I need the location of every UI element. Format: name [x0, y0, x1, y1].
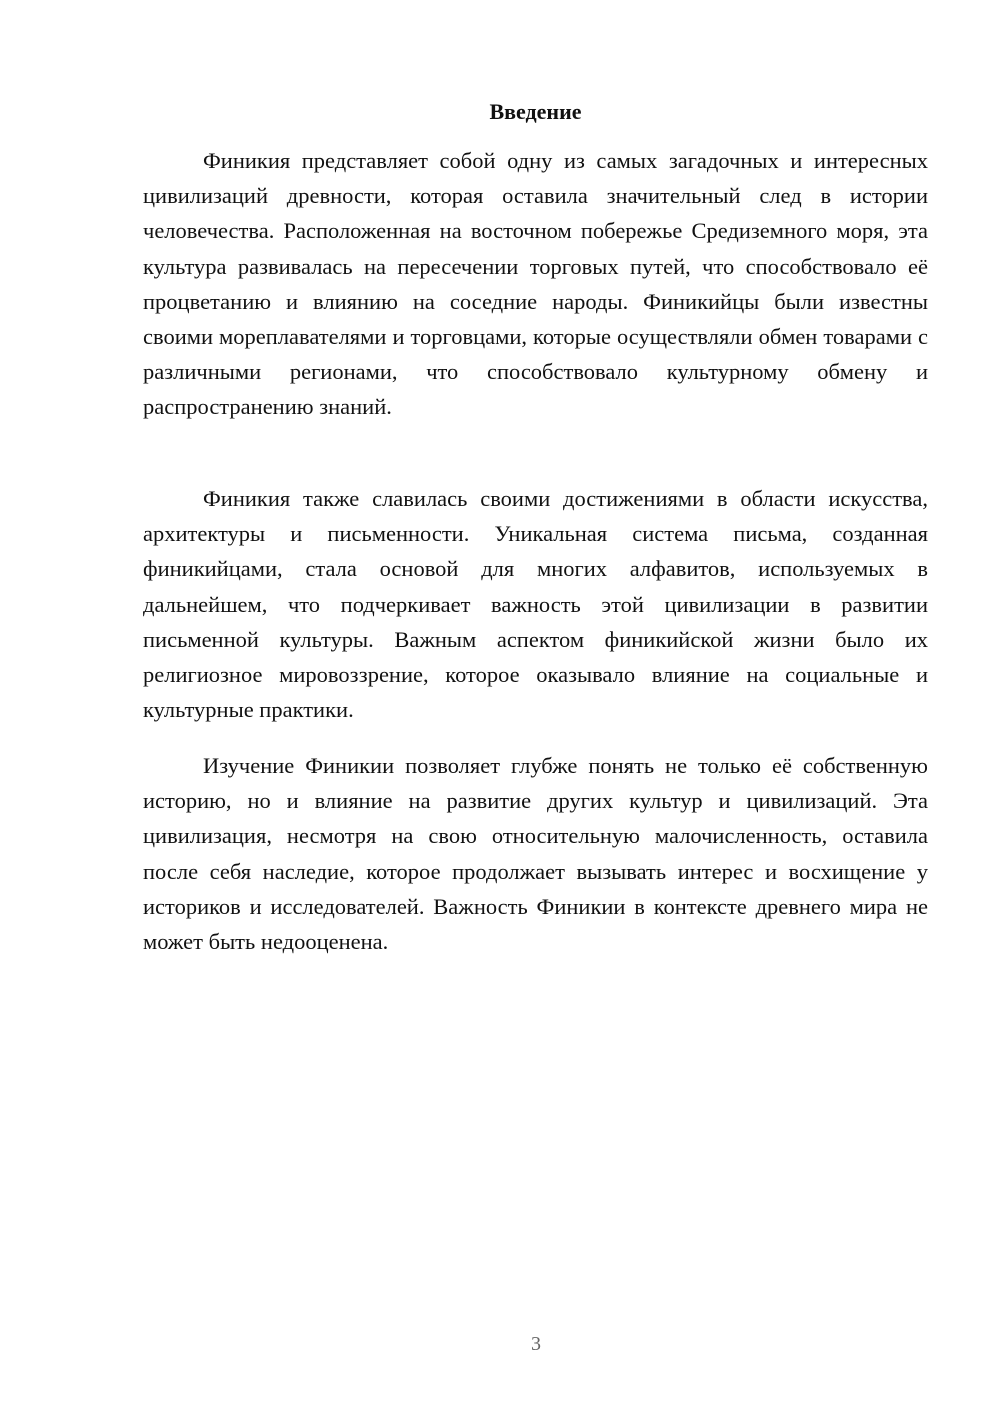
page-number: 3 — [531, 1333, 541, 1355]
page-title: Введение — [489, 99, 582, 124]
paragraph-1: Финикия представляет собой одну из самых загадочных и интересных цивилизаций древности, которая оставила значительный след в истории человечества. Расположенная на восточном побережье Средиземного моря, эта культура развивалась на пересечении торговых путей, что способствовало её процветанию и влиянию на соседние народы. Финикийцы были известны своими мореплавателями и торговцами, которые осуществляли обмен товарами с различными регионами, что способствовало культурному обмену и распространению знаний. — [143, 148, 928, 420]
paragraph-2: Финикия также славилась своими достижениями в области искусства, архитектуры и письменности. Уникальная система письма, созданная финикийцами, стала основой для многих алфавитов, используемых в дальнейшем, что подчеркивает важность этой цивилизации в развитии письменной культуры. Важным аспектом финикийской жизни было их религиозное мировоззрение, которое оказывало влияние на социальные и культурные практики. — [143, 486, 928, 723]
paragraph-3: Изучение Финикии позволяет глубже понять не только её собственную историю, но и влияние на развитие других культур и цивилизаций. Эта цивилизация, несмотря на свою относительную малочисленность, оставила после себя наследие, которое продолжает вызывать интерес и восхищение у историков и исследователей. Важность Финикии в контексте древнего мира не может быть недооценена. — [143, 753, 928, 955]
